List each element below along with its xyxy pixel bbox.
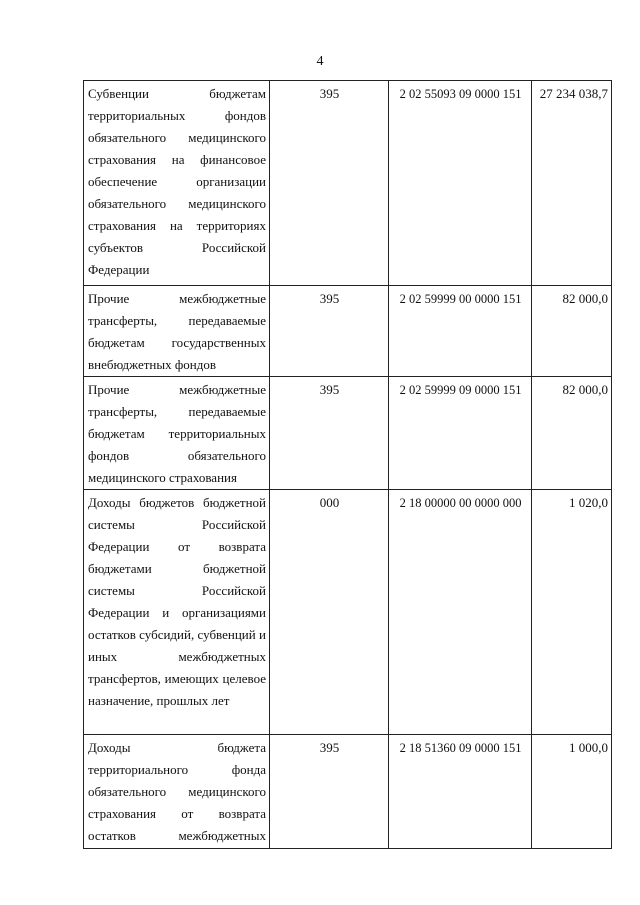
row-amount: 1 020,0 (532, 490, 612, 735)
row-amount: 82 000,0 (532, 286, 612, 377)
row-description: Доходы бюджета территориального фонда обязательного медицинского страхования от возврата остатков межбюджетных (84, 735, 270, 849)
row-classification-code: 2 02 55093 09 0000 151 (389, 81, 532, 286)
row-classification-code: 2 18 00000 00 0000 000 (389, 490, 532, 735)
row-classification-code: 2 02 59999 00 0000 151 (389, 286, 532, 377)
row-description: Доходы бюджетов бюджетной системы Российской Федерации от возврата бюджетами бюджетной системы Российской Федерации и организациями остатков субсидий, субвенций и иных межбюджетных трансфертов, имеющих целевое назначение, прошлых лет (84, 490, 270, 735)
budget-income-table (83, 80, 612, 849)
table-row (84, 286, 612, 377)
table-row (84, 490, 612, 735)
row-description: Прочие межбюджетные трансферты, передаваемые бюджетам территориальных фондов обязательного медицинского страхования (84, 377, 270, 490)
row-admin-code: 395 (270, 286, 389, 377)
row-admin-code: 395 (270, 81, 389, 286)
row-amount: 1 000,0 (532, 735, 612, 849)
row-admin-code: 000 (270, 490, 389, 735)
table-row (84, 377, 612, 490)
table-row (84, 735, 612, 849)
page-number: 4 (316, 54, 324, 69)
row-admin-code: 395 (270, 377, 389, 490)
row-classification-code: 2 18 51360 09 0000 151 (389, 735, 532, 849)
row-classification-code: 2 02 59999 09 0000 151 (389, 377, 532, 490)
row-admin-code: 395 (270, 735, 389, 849)
table-row (84, 81, 612, 286)
row-amount: 27 234 038,7 (532, 81, 612, 286)
row-description: Прочие межбюджетные трансферты, передаваемые бюджетам государственных внебюджетных фондов (84, 286, 270, 377)
row-amount: 82 000,0 (532, 377, 612, 490)
row-description: Субвенции бюджетам территориальных фондов обязательного медицинского страхования на финансовое обеспечение организации обязательного медицинского страхования на территориях субъектов Российской Федерации (84, 81, 270, 286)
